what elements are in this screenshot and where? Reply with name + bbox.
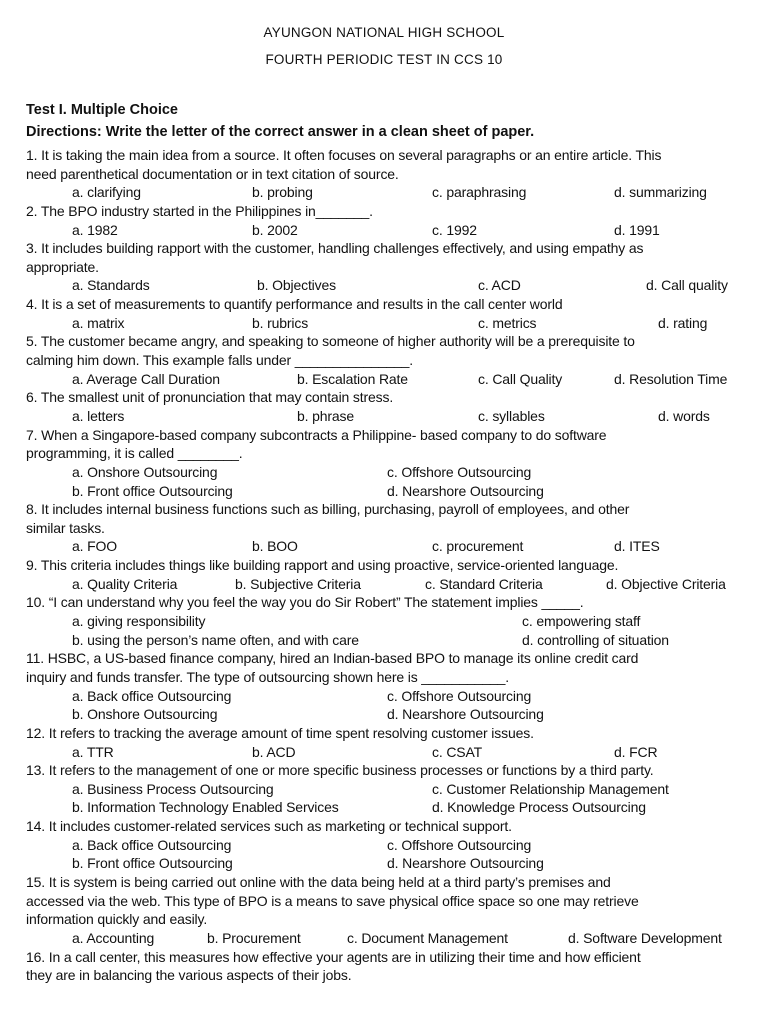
answer-option: a. matrix <box>72 314 125 331</box>
options-row <box>26 798 746 817</box>
answer-option: a. Standards <box>72 277 150 294</box>
options-row <box>26 537 746 556</box>
question-text: 7. When a Singapore-based company subcontracts a Philippine- based company to do software <box>26 426 607 443</box>
answer-option: b. Front office Outsourcing <box>72 855 233 872</box>
answer-option: c. empowering staff <box>522 613 641 630</box>
question-text: 12. It refers to tracking the average amount of time spent resolving customer issues. <box>26 724 534 741</box>
question-text: 1. It is taking the main idea from a source. It often focuses on several paragraphs or an entire article. This <box>26 147 662 163</box>
question-1 <box>26 146 746 202</box>
answer-option: a. Back office Outsourcing <box>72 836 232 853</box>
test-title: FOURTH PERIODIC TEST IN CCS 10 <box>265 52 503 67</box>
question-6 <box>26 388 746 425</box>
answer-option: d. 1991 <box>614 221 660 238</box>
answer-option: b. rubrics <box>252 314 309 331</box>
options-row <box>26 631 746 650</box>
options-row <box>26 276 746 295</box>
answer-option: d. Nearshore Outsourcing <box>387 482 544 499</box>
question-text: 14. It includes customer-related services such as marketing or technical support. <box>26 818 512 835</box>
answer-option: c. Call Quality <box>478 370 563 387</box>
answer-option: a. letters <box>72 407 125 424</box>
options-row <box>26 743 746 762</box>
answer-option: b. probing <box>252 184 313 201</box>
answer-option: c. metrics <box>478 314 537 331</box>
answer-option: c. Document Management <box>347 929 508 946</box>
school-name: AYUNGON NATIONAL HIGH SCHOOL <box>263 25 505 40</box>
answer-option: d. FCR <box>614 743 658 760</box>
options-row <box>26 370 746 389</box>
answer-option: d. rating <box>658 314 708 331</box>
answer-option: b. 2002 <box>252 221 298 238</box>
answer-option: d. Nearshore Outsourcing <box>387 855 544 872</box>
answer-option: d. ITES <box>614 538 660 555</box>
answer-option: d. Software Development <box>568 929 722 946</box>
answer-option: c. 1992 <box>432 221 477 238</box>
question-10 <box>26 593 746 649</box>
answer-option: a. Average Call Duration <box>72 370 220 387</box>
question-text: programming, it is called ________. <box>26 445 243 462</box>
answer-option: d. Knowledge Process Outsourcing <box>432 799 646 816</box>
answer-option: c. Offshore Outsourcing <box>387 687 532 704</box>
answer-option: c. Offshore Outsourcing <box>387 836 532 853</box>
options-row <box>26 929 746 948</box>
question-text: 8. It includes internal business functions such as billing, purchasing, payroll of employees, and other <box>26 501 630 518</box>
answer-option: c. procurement <box>432 538 524 555</box>
answer-option: b. Onshore Outsourcing <box>72 706 218 723</box>
question-text: similar tasks. <box>26 519 105 536</box>
options-row <box>26 575 746 594</box>
question-list <box>26 146 746 985</box>
question-text: 2. The BPO industry started in the Philippines in_______. <box>26 202 373 219</box>
answer-option: b. ACD <box>252 743 296 760</box>
answer-option: b. Subjective Criteria <box>235 575 361 592</box>
question-8 <box>26 500 746 556</box>
question-text: 11. HSBC, a US-based finance company, hired an Indian-based BPO to manage its online credit card <box>26 650 639 667</box>
answer-option: b. using the person’s name often, and with care <box>72 631 359 648</box>
question-text: 10. “I can understand why you feel the way you do Sir Robert” The statement implies _____. <box>26 594 584 611</box>
answer-option: a. clarifying <box>72 184 141 201</box>
options-row <box>26 463 746 482</box>
question-text: 4. It is a set of measurements to quantify performance and results in the call center world <box>26 296 563 313</box>
question-text: 16. In a call center, this measures how effective your agents are in utilizing their time and how efficient <box>26 948 641 965</box>
answer-option: a. Onshore Outsourcing <box>72 463 218 480</box>
answer-option: a. giving responsibility <box>72 613 206 630</box>
answer-option: c. syllables <box>478 407 545 424</box>
question-text: appropriate. <box>26 258 99 275</box>
answer-option: c. Offshore Outsourcing <box>387 463 532 480</box>
options-row <box>26 687 746 706</box>
answer-option: b. BOO <box>252 538 298 555</box>
options-row <box>26 482 746 501</box>
question-12 <box>26 724 746 761</box>
answer-option: d. Objective Criteria <box>606 575 726 592</box>
directions: Directions: Write the letter of the correct answer in a clean sheet of paper. <box>26 124 535 140</box>
answer-option: b. Information Technology Enabled Services <box>72 799 339 816</box>
answer-option: a. Back office Outsourcing <box>72 687 232 704</box>
question-text: need parenthetical documentation or in text citation of source. <box>26 165 399 182</box>
answer-option: d. Nearshore Outsourcing <box>387 706 544 723</box>
options-row <box>26 780 746 799</box>
question-15 <box>26 873 746 948</box>
question-text: 13. It refers to the management of one or more specific business processes or functions by a third party. <box>26 762 654 779</box>
answer-option: b. Front office Outsourcing <box>72 482 233 499</box>
options-row <box>26 314 746 333</box>
question-2 <box>26 202 746 239</box>
question-7 <box>26 426 746 501</box>
answer-option: b. Escalation Rate <box>297 370 408 387</box>
answer-option: c. CSAT <box>432 743 483 760</box>
question-text: 9. This criteria includes things like building rapport and using proactive, service-oriented language. <box>26 557 619 574</box>
question-text: 3. It includes building rapport with the customer, handling challenges effectively, and using empathy as <box>26 240 644 257</box>
question-text: they are in balancing the various aspects of their jobs. <box>26 967 352 984</box>
answer-option: c. ACD <box>478 277 521 294</box>
options-row <box>26 221 746 240</box>
answer-option: d. controlling of situation <box>522 631 669 648</box>
answer-option: a. Business Process Outsourcing <box>72 780 274 797</box>
section-title: Test I. Multiple Choice <box>26 102 178 118</box>
answer-option: d. summarizing <box>614 184 707 201</box>
answer-option: d. Resolution Time <box>614 370 728 387</box>
question-text: information quickly and easily. <box>26 911 208 928</box>
answer-option: a. Accounting <box>72 929 155 946</box>
options-row <box>26 854 746 873</box>
question-text: 15. It is system is being carried out online with the data being held at a third party’s premises and <box>26 873 611 890</box>
question-13 <box>26 761 746 817</box>
question-14 <box>26 817 746 873</box>
question-text: 5. The customer became angry, and speaking to someone of higher authority will be a prerequisite to <box>26 333 635 350</box>
question-16 <box>26 948 746 985</box>
options-row <box>26 836 746 855</box>
question-9 <box>26 556 746 593</box>
question-11 <box>26 649 746 724</box>
options-row <box>26 183 746 202</box>
answer-option: b. phrase <box>297 407 355 424</box>
answer-option: c. paraphrasing <box>432 184 527 201</box>
question-5 <box>26 332 746 388</box>
answer-option: d. words <box>658 407 710 424</box>
question-3 <box>26 239 746 295</box>
options-row <box>26 407 746 426</box>
answer-option: a. Quality Criteria <box>72 575 178 592</box>
answer-option: a. 1982 <box>72 221 118 238</box>
question-4 <box>26 295 746 332</box>
question-text: calming him down. This example falls under _______________. <box>26 352 414 369</box>
question-text: accessed via the web. This type of BPO is a means to save physical office space so one may retrieve <box>26 892 639 909</box>
answer-option: c. Customer Relationship Management <box>432 780 669 797</box>
options-row <box>26 705 746 724</box>
answer-option: a. TTR <box>72 743 114 760</box>
answer-option: b. Objectives <box>257 277 336 294</box>
answer-option: a. FOO <box>72 538 117 555</box>
answer-option: b. Procurement <box>207 929 301 946</box>
question-text: 6. The smallest unit of pronunciation that may contain stress. <box>26 389 394 406</box>
options-row <box>26 612 746 631</box>
question-text: inquiry and funds transfer. The type of outsourcing shown here is ___________. <box>26 668 510 685</box>
answer-option: c. Standard Criteria <box>425 575 543 592</box>
answer-option: d. Call quality <box>646 277 728 294</box>
